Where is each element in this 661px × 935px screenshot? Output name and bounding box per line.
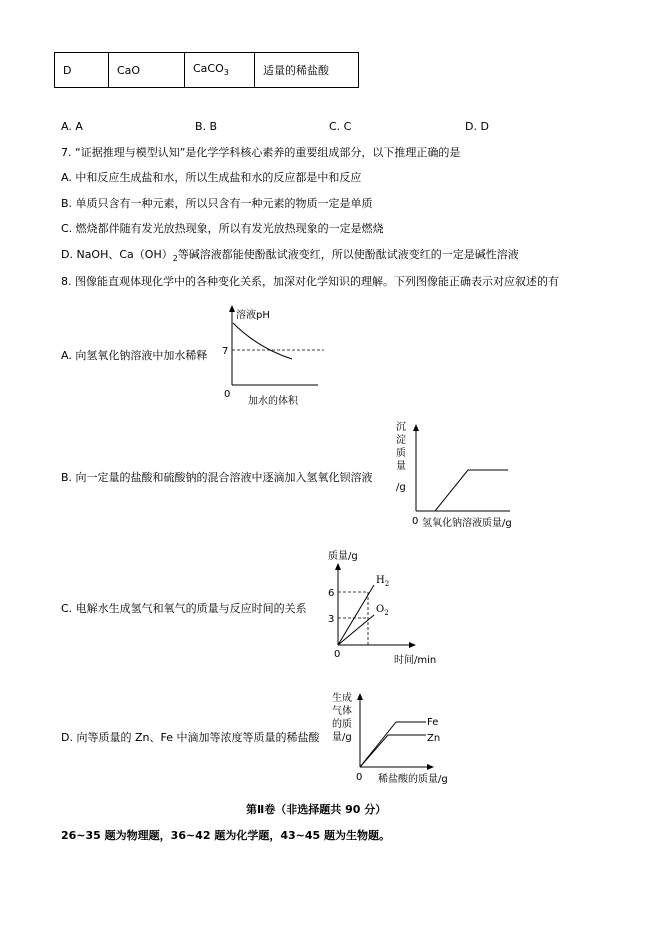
graph-a <box>218 303 328 410</box>
graph-b-ylabel-4: 量 <box>396 461 406 472</box>
graph-d-zn-line <box>360 735 426 767</box>
graph-d-fe-line <box>360 722 426 767</box>
graph-c-h2-label <box>376 575 389 588</box>
option-c: C. C <box>329 120 352 133</box>
graph-d-ylabel-1: 生成 <box>332 693 352 704</box>
graph-a-y-arrow <box>229 305 235 312</box>
table-row <box>55 53 359 88</box>
graph-a-ref-label: 7 <box>222 346 229 357</box>
h2-subscript: 2 <box>384 580 390 588</box>
graph-b-ylabel-1: 沉 <box>396 422 406 433</box>
graph-d-zn-label: Zn <box>427 733 441 744</box>
cell-text: CaCO <box>193 62 224 76</box>
cell-text: 适量的稀盐酸 <box>263 64 329 77</box>
graph-c-ylabel: 质量/g <box>328 551 358 562</box>
q8-option-b: B. 向一定量的盐酸和硫酸钠的混合溶液中逐滴加入氢氧化钡溶液 <box>61 471 373 484</box>
graph-a-origin: 0 <box>224 389 231 400</box>
q8-option-d: D. 向等质量的 Zn、Fe 中滴加等浓度等质量的稀盐酸 <box>61 731 320 744</box>
q7-d-part1: D. NaOH、Ca（OH） <box>61 248 173 261</box>
section-note: 26~35 题为物理题，36~42 题为化学题，43~45 题为生物题。 <box>61 829 390 842</box>
graph-c-h2-line <box>338 585 374 645</box>
graph-b-ylabel-3: 质 <box>396 448 406 459</box>
graph-b <box>390 418 550 530</box>
q8-option-c: C. 电解水生成氢气和氧气的质量与反应时间的关系 <box>61 602 307 615</box>
q7-option-a: A. 中和反应生成盐和水，所以生成盐和水的反应都是中和反应 <box>61 171 362 184</box>
option-d: D. D <box>465 120 489 133</box>
table-cell <box>255 53 359 88</box>
option-b: B. B <box>195 120 218 133</box>
graph-d <box>330 689 455 787</box>
graph-c-o2-label <box>376 604 389 617</box>
cell-text: CaO <box>117 63 141 77</box>
graph-b-ylabel-2: 淀 <box>396 435 406 446</box>
graph-c-tick-3: 3 <box>328 614 335 625</box>
table-cell <box>185 53 255 88</box>
graph-d-y-arrow <box>357 693 363 700</box>
q7-option-b: B. 单质只含有一种元素，所以只含有一种元素的物质一定是单质 <box>61 197 373 210</box>
option-a: A. A <box>61 120 83 133</box>
graph-d-ylabel-3: 的质 <box>332 719 352 730</box>
cell-subscript: 3 <box>223 68 229 78</box>
answer-table <box>54 52 359 88</box>
graph-b-y-arrow <box>413 424 419 431</box>
graph-c-y-arrow <box>335 563 341 570</box>
q7-option-d <box>61 248 519 266</box>
table-cell <box>109 53 185 88</box>
table-cell <box>55 53 109 88</box>
q8-option-a: A. 向氢氧化钠溶液中加水稀释 <box>61 349 208 362</box>
o2-subscript: 2 <box>384 609 389 617</box>
q7-d-part2: 等碱溶液都能使酚酞试液变红，所以使酚酞试液变红的一定是碱性溶液 <box>177 248 519 261</box>
graph-d-fe-label: Fe <box>427 717 439 728</box>
graph-d-ylabel-4: 量/g <box>332 732 352 743</box>
section-title: 第Ⅱ卷（非选择题共 90 分） <box>246 803 387 816</box>
o2-symbol: O <box>376 604 385 615</box>
graph-a-curve <box>233 323 292 359</box>
q7-stem: 7. “证据推理与模型认知”是化学学科核心素养的重要组成部分，以下推理正确的是 <box>61 146 461 159</box>
graph-c-o2-line <box>338 615 374 645</box>
h2-symbol: H <box>376 575 385 586</box>
graph-a-ylabel: 溶液pH <box>236 310 270 321</box>
graph-c <box>324 547 449 667</box>
graph-c-x-arrow <box>409 642 416 648</box>
graph-d-ylabel-2: 气体 <box>332 706 352 717</box>
graph-c-origin: 0 <box>334 649 341 660</box>
graph-d-origin: 0 <box>356 772 363 783</box>
q8-stem: 8. 图像能直观体现化学中的各种变化关系，加深对化学知识的理解。下列图像能正确表示对应叙述的有 <box>61 275 559 288</box>
graph-d-xlabel: 稀盐酸的质量/g <box>378 774 448 785</box>
q7-d-subscript: 2 <box>172 254 178 264</box>
cell-text: D <box>63 63 72 77</box>
graph-a-xlabel: 加水的体积 <box>248 396 298 407</box>
q7-option-c: C. 燃烧都伴随有发光放热现象，所以有发光放热现象的一定是燃烧 <box>61 222 384 235</box>
graph-b-line <box>435 470 508 511</box>
graph-b-xlabel: 氢氧化钠溶液质量/g <box>422 518 512 529</box>
graph-c-xlabel: 时间/min <box>394 655 437 666</box>
graph-b-ylabel-5: /g <box>396 482 406 493</box>
graph-d-x-arrow <box>427 764 434 770</box>
graph-b-origin: 0 <box>412 516 419 527</box>
graph-c-tick-6: 6 <box>328 588 335 599</box>
